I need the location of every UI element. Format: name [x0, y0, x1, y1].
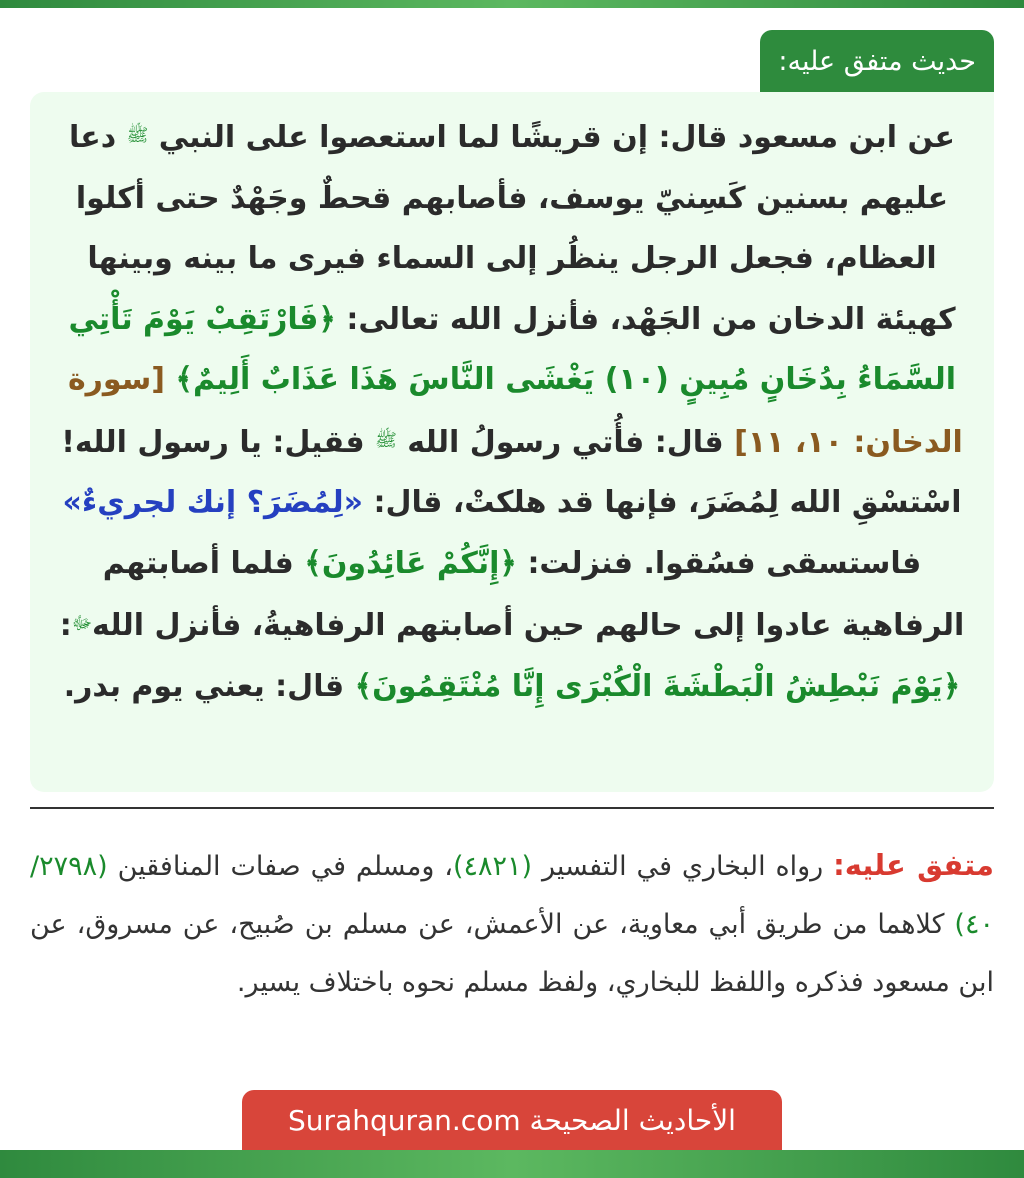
quran-verse: ﴿يَوْمَ نَبْطِشُ الْبَطْشَةَ الْكُبْرَى إِنَّا مُنْتَقِمُونَ﴾: [354, 668, 961, 704]
hadith-segment: :: [59, 608, 72, 643]
prophet-quote: «لِمُضَرَ؟ إنك لجريءٌ»: [62, 485, 363, 520]
bottom-decor-bar: [0, 1150, 1024, 1178]
hadith-number: (٢٧٩٨/ ٤٠): [30, 851, 994, 940]
hadith-segment: قال: فأُتي رسولُ الله: [407, 424, 724, 460]
hadith-segment: فقيل: يا رسول الله! اسْتسْقِ الله لِمُضَرَ، فإنها قد هلكتْ، قال:: [61, 424, 962, 520]
takhrij-segment: كلاهما من طريق أبي معاوية، عن الأعمش، عن مسلم بن صُبيح، عن مسروق، عن ابن مسعود فذكره واللفظ للبخاري، ولفظ مسلم نحوه باختلاف يسير.: [30, 909, 994, 998]
prophet-honorific: ﷺ: [126, 125, 149, 146]
hadith-segment: فاستسقى فسُقوا. فنزلت:: [527, 545, 922, 581]
hadith-grade-badge: حديث متفق عليه:: [760, 30, 994, 92]
hadith-text-box: [30, 92, 994, 792]
section-divider: [30, 807, 994, 809]
quran-verse: ﴿فَارْتَقِبْ يَوْمَ تَأْتِي السَّمَاءُ بِدُخَانٍ مُبِينٍ (١٠) يَغْشَى النَّاسَ هَذَا عَذَابٌ أَلِيمٌ﴾: [68, 301, 957, 397]
god-honorific: ﷻ: [71, 613, 93, 634]
site-badge: الأحاديث الصحيحة Surahquran.com: [242, 1090, 782, 1150]
hadith-segment: دعا عليهم بسنين كَسِنيّ يوسف، فأصابهم قحطٌ وجَهْدٌ حتى أكلوا العظام، فجعل الرجل ينظُر إلى السماء فيرى ما بينه وبينها كهيئة الدخان من الجَهْد، فأنزل الله تعالى:: [68, 120, 956, 337]
prophet-honorific: ﷺ: [375, 429, 397, 451]
hadith-segment: قال: يعني يوم بدر.: [63, 668, 345, 704]
hadith-segment: فلما أصابتهم الرفاهية عادوا إلى حالهم حين أصابتهم الرفاهيةُ، فأنزل الله: [92, 545, 965, 643]
hadith-text: [52, 106, 972, 717]
takhrij-segment: رواه البخاري في التفسير: [542, 851, 824, 882]
takhrij-text: [30, 836, 994, 1012]
hadith-segment: عن ابن مسعود قال: إن قريشًا لما استعصوا على النبي: [158, 120, 955, 155]
sura-reference: [سورة الدخان: ١٠، ١١]: [67, 362, 963, 460]
quran-verse: ﴿إِنَّكُمْ عَائِدُونَ﴾: [304, 545, 517, 581]
hadith-number: (٤٨٢١): [452, 851, 533, 882]
top-decor-bar: [0, 0, 1024, 8]
takhrij-segment: ، ومسلم في صفات المنافقين: [117, 851, 453, 882]
takhrij-label: متفق عليه:: [833, 848, 994, 882]
